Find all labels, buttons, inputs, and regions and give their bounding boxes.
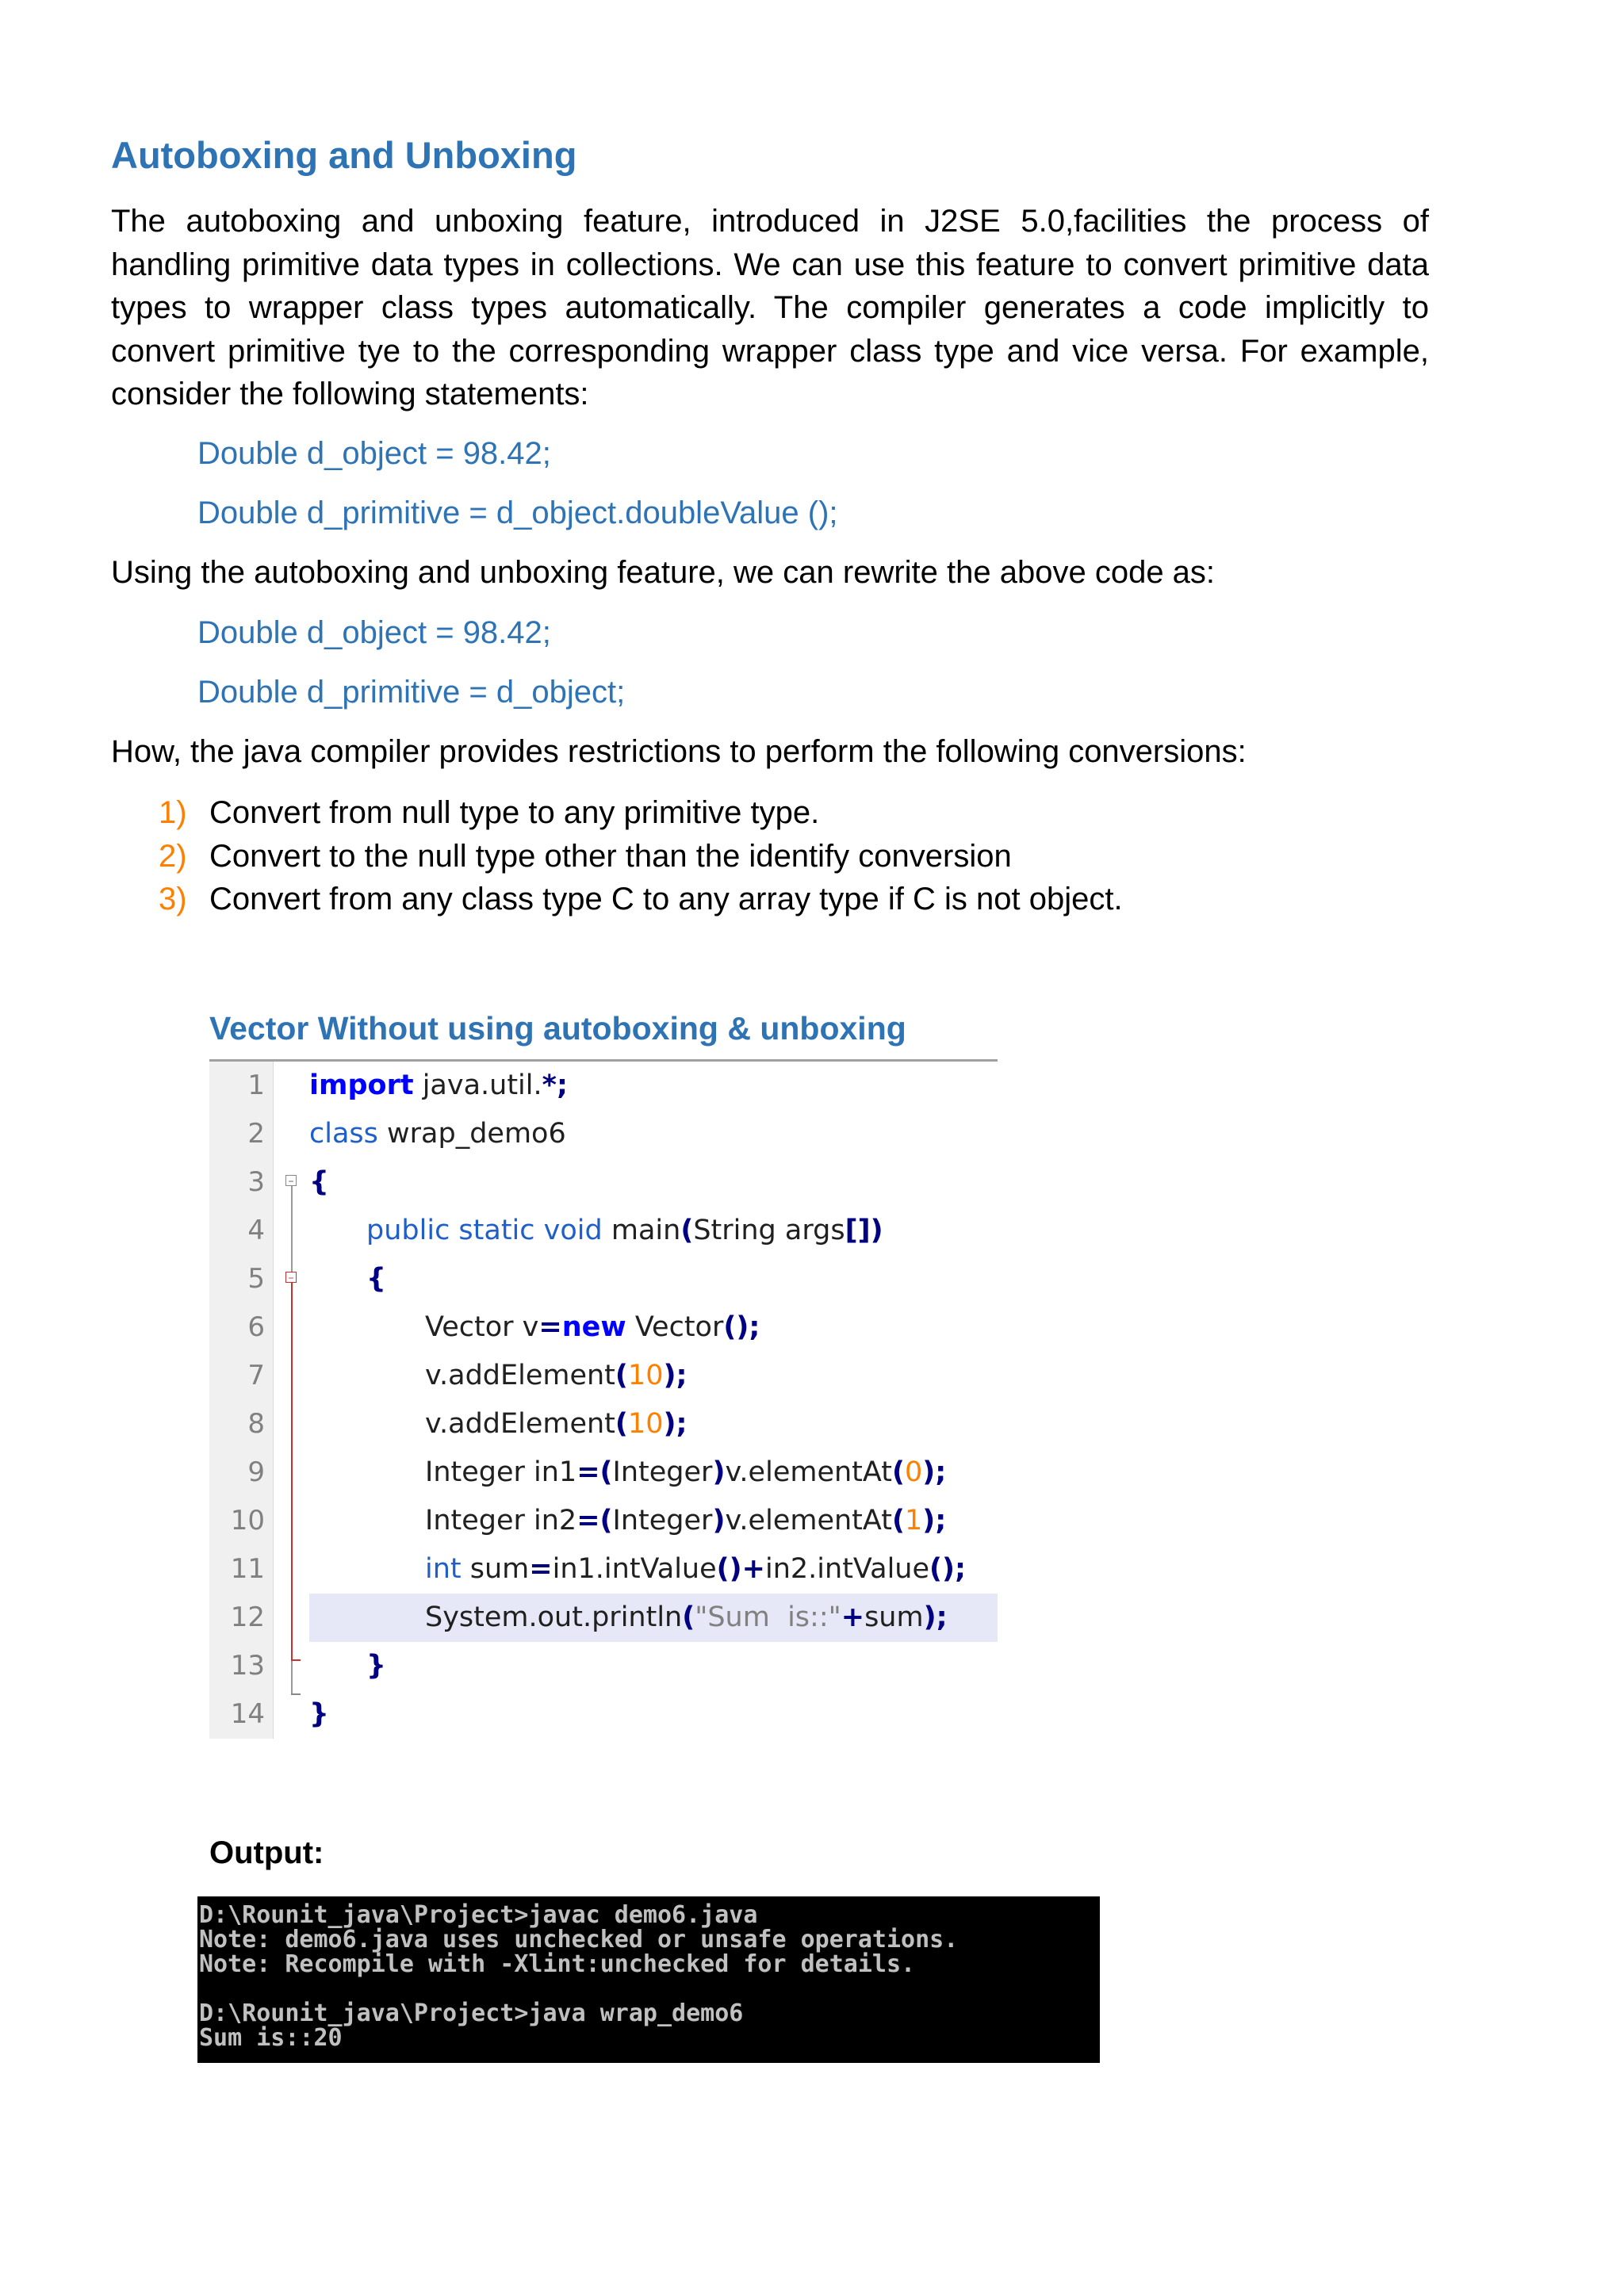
line-number: 2: [247, 1118, 265, 1150]
line-number: 14: [230, 1698, 265, 1730]
code-line-7: v.addElement(10);: [425, 1360, 688, 1391]
list-item-number: 2): [159, 838, 187, 874]
line-number: 1: [247, 1070, 265, 1101]
line-number: 9: [247, 1456, 265, 1488]
code-line-9: Integer in1=(Integer)v.elementAt(0);: [425, 1456, 947, 1488]
fold-end-marker: [291, 1659, 301, 1661]
restrictions-text: How, the java compiler provides restrictions to perform the following conversions:: [111, 734, 1247, 769]
line-number-gutter: [209, 1062, 274, 1739]
console-line: D:\Rounit_java\Project>javac demo6.java: [199, 1901, 758, 1929]
line-number: 13: [230, 1650, 265, 1682]
console-line: D:\Rounit_java\Project>java wrap_demo6: [199, 1999, 744, 2027]
vector-heading: Vector Without using autoboxing & unboxing: [209, 1010, 906, 1047]
line-number: 12: [230, 1601, 265, 1633]
code-line-10: Integer in2=(Integer)v.elementAt(1);: [425, 1505, 947, 1536]
code-line-14: }: [309, 1698, 329, 1730]
rewrite-text: Using the autoboxing and unboxing feature, we can rewrite the above code as:: [111, 555, 1216, 590]
example2-line2: Double d_primitive = d_object;: [197, 675, 626, 710]
list-item-text: Convert to the null type other than the identify conversion: [209, 838, 1012, 874]
fold-end-marker: [291, 1693, 301, 1695]
line-number: 3: [247, 1166, 265, 1198]
line-number: 4: [247, 1215, 265, 1246]
output-label: Output:: [209, 1835, 324, 1870]
collapse-icon[interactable]: −: [285, 1272, 297, 1283]
code-line-6: Vector v=new Vector();: [425, 1311, 760, 1343]
fold-guide-inner: [291, 1283, 293, 1659]
code-line-2: class wrap_demo6: [309, 1118, 566, 1150]
console-line: Note: Recompile with -Xlint:unchecked for details.: [199, 1950, 916, 1978]
code-line-3: {: [309, 1166, 329, 1198]
list-item-number: 3): [159, 882, 187, 916]
list-item-text: Convert from any class type C to any array type if C is not object.: [209, 882, 1123, 916]
line-number: 11: [230, 1553, 265, 1585]
code-line-4: public static void main(String args[]): [366, 1215, 883, 1246]
line-number: 5: [247, 1263, 265, 1295]
example2-line1: Double d_object = 98.42;: [197, 615, 551, 650]
code-line-5: {: [366, 1263, 386, 1295]
fold-margin: [281, 1062, 304, 1739]
console-line: [199, 1976, 1100, 2001]
line-number: 8: [247, 1408, 265, 1440]
example1-line2: Double d_primitive = d_object.doubleValue ();: [197, 496, 838, 530]
list-item-text: Convert from null type to any primitive type.: [209, 795, 820, 830]
section-heading: Autoboxing and Unboxing: [111, 134, 577, 176]
collapse-icon[interactable]: −: [285, 1175, 297, 1186]
console-output: [197, 1896, 1100, 2063]
list-item: [159, 835, 1123, 878]
list-item-number: 1): [159, 795, 187, 830]
line-number: 10: [230, 1505, 265, 1536]
code-line-8: v.addElement(10);: [425, 1408, 688, 1440]
console-line: Note: demo6.java uses unchecked or unsafe operations.: [199, 1926, 959, 1954]
code-editor: [209, 1059, 998, 1739]
line-number: 6: [247, 1311, 265, 1343]
line-number: 7: [247, 1360, 265, 1391]
code-line-12-highlighted[interactable]: System.out.println("Sum is::"+sum);: [309, 1594, 998, 1642]
example1-line1: Double d_object = 98.42;: [197, 436, 551, 471]
code-line-11: int sum=in1.intValue()+in2.intValue();: [425, 1553, 967, 1585]
list-item: [159, 791, 1123, 835]
intro-paragraph: The autoboxing and unboxing feature, introduced in J2SE 5.0,facilities the process of handling primitive data types in collections. We can use this feature to convert primitive data types to wrapper class types automatically. The compiler generates a code implicitly to convert primitive tye to the corresponding wrapper class type and vice versa. For example, consider the following statements:: [111, 204, 1429, 411]
list-item: [159, 878, 1123, 921]
code-line-1: import java.util.*;: [309, 1070, 568, 1101]
console-line: Sum is::20: [199, 2024, 343, 2052]
code-line-13: }: [366, 1650, 386, 1682]
restrictions-list: [159, 791, 1123, 921]
